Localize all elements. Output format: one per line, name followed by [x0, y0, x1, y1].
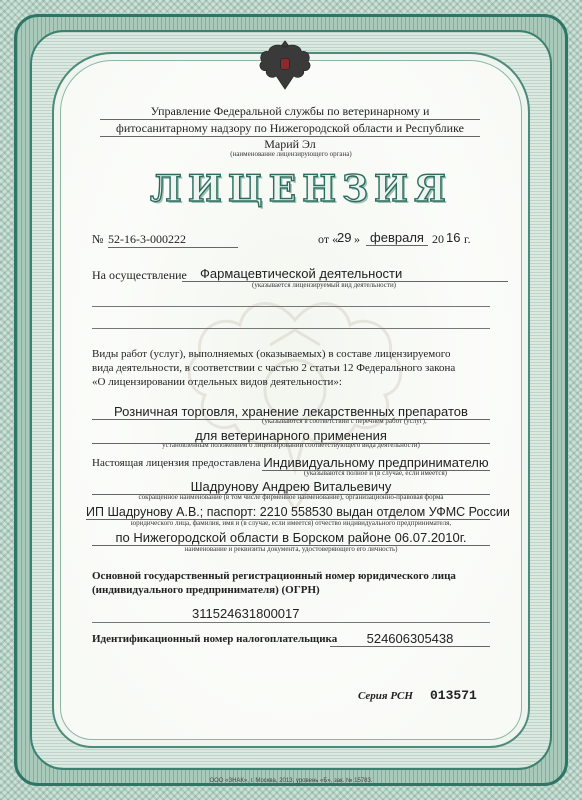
ogrn-value: 311524631800017: [192, 606, 300, 621]
holder-caption-3: юридического лица, фамилия, имя и (в случае, если имеется) отчество индивидуального предпринимателя,: [130, 519, 452, 527]
holder-value-1: Индивидуальному предпринимателю: [263, 455, 489, 470]
inn-label: Идентификационный номер налогоплательщика: [92, 633, 338, 645]
works-line-2: вида деятельности, в соответствии с частью 2 статьи 12 Федерального закона: [92, 362, 456, 374]
holder-value-2: Шадрунову Андрею Витальевичу: [92, 479, 490, 495]
blank-line: [92, 328, 490, 329]
authority-line-1: Управление Федеральной службы по ветеринарному и: [100, 104, 480, 120]
printer-imprint: ООО «ЗНАК», г. Москва, 2013, уровень «Б», зак. № 15783.: [209, 778, 373, 784]
document-title: ЛИЦЕНЗИЯ: [150, 168, 452, 210]
date-month: февраля: [366, 230, 428, 246]
activity-caption: (указывается лицензируемый вид деятельности): [252, 281, 397, 289]
series-number: 013571: [430, 688, 477, 703]
ogrn-underline: [92, 622, 490, 623]
year-value: 16: [446, 230, 461, 245]
year-suffix: г.: [464, 232, 471, 246]
blank-line: [92, 306, 490, 307]
date-day: 29: [337, 230, 352, 245]
works-value-2: для ветеринарного применения: [92, 428, 490, 444]
works-caption-2: установленным положением о лицензировании соответствующего вида деятельности): [162, 441, 420, 449]
works-line-3: «О лицензировании отдельных видов деятельности»:: [92, 376, 342, 388]
works-caption-1: (указываются в соответствии с перечнем работ (услуг),: [262, 417, 427, 425]
series-label: Серия РСН: [358, 690, 413, 702]
license-number-prefix: №: [92, 232, 104, 246]
coat-of-arms-icon: [252, 32, 318, 98]
holder-caption-2: сокращенное наименование (в том числе фирменное наименование), организационно-правовая форма: [138, 493, 444, 501]
inn-value: 524606305438: [330, 631, 490, 647]
authority-line-3: Марий Эл: [264, 137, 316, 151]
authority-caption: (наименование лицензирующего органа): [230, 150, 352, 158]
holder-value-3: ИП Шадрунову А.В.; паспорт: 2210 558530 выдан отделом УФМС России: [86, 505, 510, 519]
activity-value: Фармацевтической деятельности: [182, 266, 508, 282]
authority-line-2: фитосанитарному надзору по Нижегородской области и Республике: [100, 121, 480, 137]
activity-label: На осуществление: [92, 268, 187, 282]
works-value-1: Розничная торговля, хранение лекарственных препаратов: [92, 404, 490, 420]
holder-value-4: по Нижегородской области в Борском районе 06.07.2010г.: [92, 530, 490, 546]
date-from: от «: [318, 232, 339, 246]
ogrn-label-line-1: Основной государственный регистрационный номер юридического лица: [92, 570, 456, 582]
date-close: »: [354, 232, 360, 246]
license-number: 52-16-3-000222: [108, 232, 238, 248]
ogrn-label-line-2: (индивидуального предпринимателя) (ОГРН): [92, 584, 320, 596]
holder-caption-1: (указываются полное и (в случае, если имеется): [304, 469, 448, 477]
year-prefix: 20: [432, 232, 444, 246]
holder-caption-4: наименование и реквизиты документа, удостоверяющего его личность): [184, 545, 398, 553]
holder-label: Настоящая лицензия предоставлена: [92, 457, 261, 469]
works-line-1: Виды работ (услуг), выполняемых (оказываемых) в составе лицензируемого: [92, 348, 451, 360]
